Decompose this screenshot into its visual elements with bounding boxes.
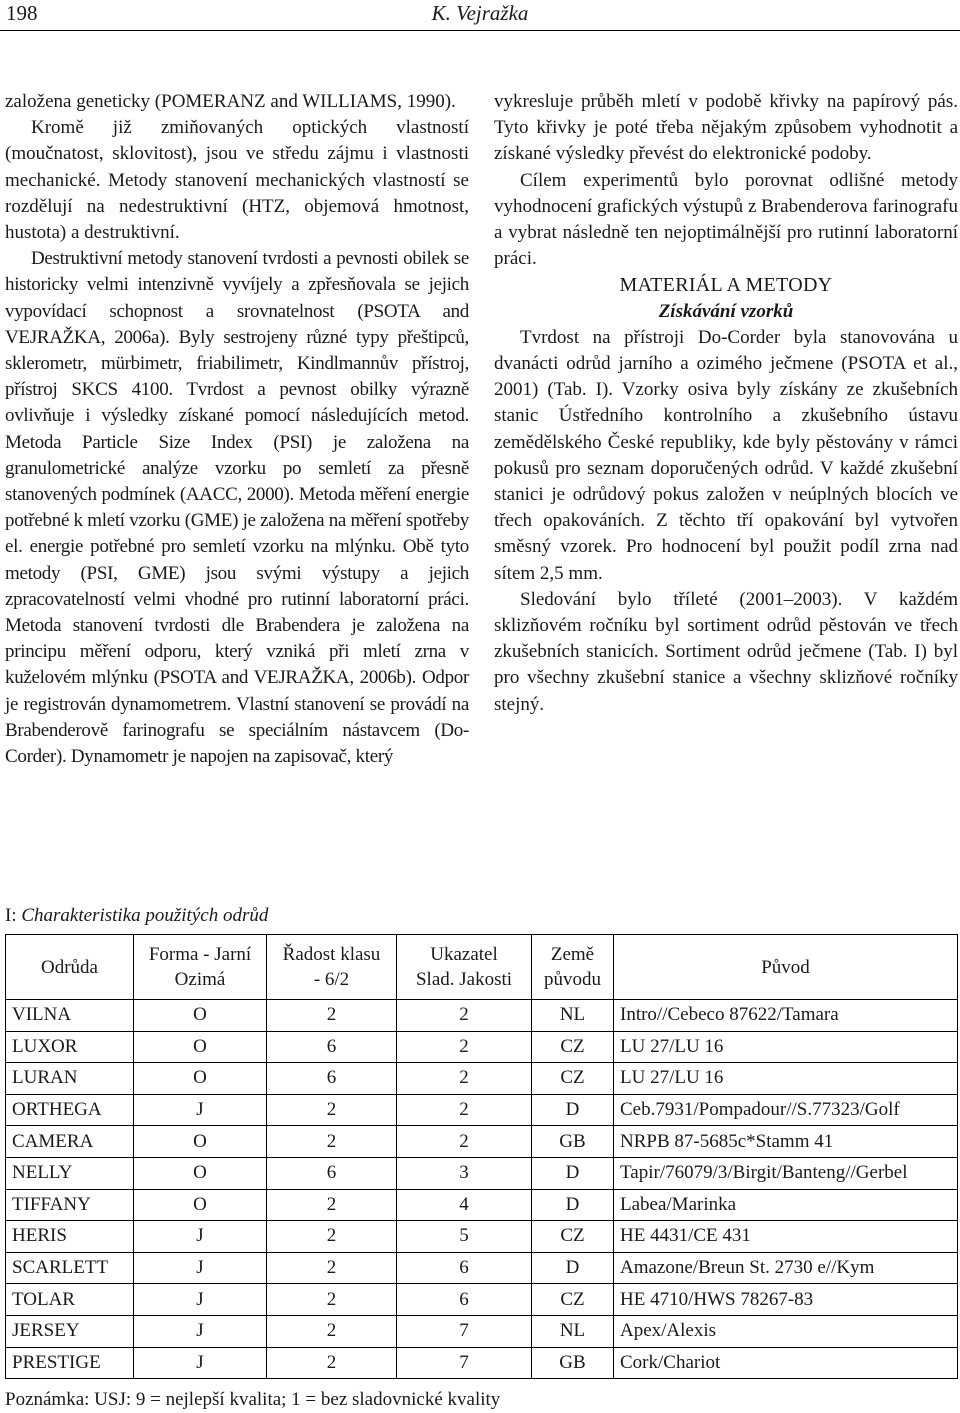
- cell-origin: Labea/Marinka: [614, 1189, 958, 1221]
- cell-malt-quality: 7: [397, 1315, 532, 1347]
- cell-form: J: [134, 1221, 267, 1253]
- cell-row-type: 2: [267, 1094, 397, 1126]
- cell-country: GB: [532, 1126, 614, 1158]
- cell-row-type: 2: [267, 1221, 397, 1253]
- page-number: 198: [6, 1, 38, 25]
- cell-origin: Cork/Chariot: [614, 1347, 958, 1379]
- table-caption: [5, 903, 268, 929]
- subsection-heading: Získávání vzorků: [658, 300, 794, 322]
- paragraph: Sledování bylo tříleté (2001–2003). V každém sklizňovém ročníku byl sortiment odrůd pěstován ve třech zkušebních stanicích. Sortiment odrůd ječmene (Tab. I) byl pro všechny zkušební stanice a všechny sklizňové ročníky stejný.: [494, 588, 958, 715]
- cell-country: CZ: [532, 1221, 614, 1253]
- table-row: [6, 1252, 958, 1284]
- table-row: [6, 1063, 958, 1095]
- cell-malt-quality: 3: [397, 1157, 532, 1189]
- varieties-table: [5, 934, 958, 1379]
- cell-row-type: 2: [267, 1126, 397, 1158]
- table-row: [6, 1000, 958, 1032]
- cell-row-type: 6: [267, 1157, 397, 1189]
- cell-country: NL: [532, 1315, 614, 1347]
- cell-country: D: [532, 1157, 614, 1189]
- table-caption-prefix: I:: [5, 905, 17, 926]
- cell-form: J: [134, 1284, 267, 1316]
- cell-origin: NRPB 87-5685c*Stamm 41: [614, 1126, 958, 1158]
- cell-malt-quality: 6: [397, 1284, 532, 1316]
- running-head: K. Vejražka: [431, 1, 529, 25]
- cell-form: J: [134, 1315, 267, 1347]
- cell-form: O: [134, 1000, 267, 1032]
- cell-row-type: 2: [267, 1189, 397, 1221]
- cell-malt-quality: 6: [397, 1252, 532, 1284]
- cell-country: CZ: [532, 1031, 614, 1063]
- cell-malt-quality: 4: [397, 1189, 532, 1221]
- cell-malt-quality: 5: [397, 1221, 532, 1253]
- cell-variety: HERIS: [6, 1221, 134, 1253]
- cell-malt-quality: 2: [397, 1126, 532, 1158]
- cell-variety: VILNA: [6, 1000, 134, 1032]
- cell-country: CZ: [532, 1284, 614, 1316]
- cell-variety: LUXOR: [6, 1031, 134, 1063]
- cell-row-type: 2: [267, 1284, 397, 1316]
- cell-malt-quality: 7: [397, 1347, 532, 1379]
- cell-country: NL: [532, 1000, 614, 1032]
- cell-variety: CAMERA: [6, 1126, 134, 1158]
- header-origin: Původ: [614, 935, 958, 1000]
- table-row: [6, 1315, 958, 1347]
- cell-country: D: [532, 1252, 614, 1284]
- cell-variety: ORTHEGA: [6, 1094, 134, 1126]
- cell-row-type: 2: [267, 1252, 397, 1284]
- table-row: [6, 1094, 958, 1126]
- cell-form: O: [134, 1157, 267, 1189]
- cell-origin: LU 27/LU 16: [614, 1031, 958, 1063]
- cell-origin: Amazone/Breun St. 2730 e//Kym: [614, 1252, 958, 1284]
- cell-origin: HE 4710/HWS 78267-83: [614, 1284, 958, 1316]
- cell-row-type: 2: [267, 1315, 397, 1347]
- cell-row-type: 6: [267, 1031, 397, 1063]
- table-row: [6, 1347, 958, 1379]
- paragraph: Tvrdost na přístroji Do-Corder byla stanovována u dvanácti odrůd jarního a ozimého ječmene (PSOTA et al., 2001) (Tab. I). Vzorky osiva byly získány ze zkušebních stanic Ústředního kontrolního a zkušebního ústavu zemědělského České republiky, kde byly pěstovány v rámci pokusů pro seznam doporučených odrůd. V každé zkušební stanici je odrůdový pokus založen v neúplných blocích ve třech opakováních. Z těchto tří opakování byl vytvořen směsný vzorek. Pro hodnocení byl použit podíl zrna nad sítem 2,5 mm.: [494, 326, 958, 584]
- cell-country: D: [532, 1189, 614, 1221]
- cell-malt-quality: 2: [397, 1063, 532, 1095]
- cell-variety: JERSEY: [6, 1315, 134, 1347]
- cell-malt-quality: 2: [397, 1000, 532, 1032]
- section-heading: MATERIÁL A METODY: [619, 274, 833, 297]
- cell-origin: Intro//Cebeco 87622/Tamara: [614, 1000, 958, 1032]
- table-row: [6, 1221, 958, 1253]
- table-row: [6, 1031, 958, 1063]
- cell-country: GB: [532, 1347, 614, 1379]
- paragraph: Destruktivní metody stanovení tvrdosti a pevnosti obilek se historicky velmi intenzivně vyvíjely a zpřesňovala se jejich vypovídací schopnost a srovnatelnost (PSOTA and VEJRAŽKA, 2006a). Byly sestrojeny různé typy přeštipců, sklerometr, mürbimetr, friabilimetr, Kindlmannův přístroj, přístroj SKCS 4100. Tvrdost a pevnost obilky výrazně ovlivňuje i výsledky získané pomocí následujících metod. Metoda Particle Size Index (PSI) je založena na granulometrické analýze vzorku po semletí za přesně stanovených podmínek (AACC, 2000). Metoda měření energie potřebné k mletí vzorku (GME) je založena na měření spotřeby el. energie potřebné pro semletí vzorku na mlýnku. Obě tyto metody (PSI, GME) jsou svými výstupy a jejich zpracovatelností velmi vhodné pro rutinní laboratorní práci. Metoda stanovení tvrdosti dle Brabendera je založena na principu měření odporu, který vzniká při mletí zrna v kuželovém mlýnku (PSOTA and VEJRAŽKA, 2006b). Odpor je registrován dynamometrem. Vlastní stanovení se provádí na Brabenderově farinografu se speciálním nástavcem (Do-Corder). Dynamometr je napojen na zapisovač, který: [5, 248, 469, 768]
- cell-origin: LU 27/LU 16: [614, 1063, 958, 1095]
- cell-form: O: [134, 1063, 267, 1095]
- cell-form: O: [134, 1126, 267, 1158]
- table-note: Poznámka: USJ: 9 = nejlepší kvalita; 1 = bez sladovnické kvality: [5, 1389, 501, 1410]
- paragraph: Kromě již zmiňovaných optických vlastností (moučnatost, sklovitost), jsou ve středu zájmu i vlastnosti mechanické. Metody stanovení mechanických vlastností se rozdělují na nedestruktivní (HTZ, objemová hmotnost, hustota) a destruktivní.: [5, 117, 469, 244]
- cell-form: J: [134, 1347, 267, 1379]
- cell-form: O: [134, 1031, 267, 1063]
- table-row: [6, 1284, 958, 1316]
- cell-origin: HE 4431/CE 431: [614, 1221, 958, 1253]
- cell-row-type: 2: [267, 1347, 397, 1379]
- left-column: [5, 89, 469, 770]
- cell-variety: NELLY: [6, 1157, 134, 1189]
- header-country: Země původu: [532, 935, 614, 1000]
- cell-origin: Tapir/76079/3/Birgit/Banteng//Gerbel: [614, 1157, 958, 1189]
- cell-form: O: [134, 1189, 267, 1221]
- table-row: [6, 1126, 958, 1158]
- cell-variety: TIFFANY: [6, 1189, 134, 1221]
- cell-country: D: [532, 1094, 614, 1126]
- cell-variety: TOLAR: [6, 1284, 134, 1316]
- cell-variety: SCARLETT: [6, 1252, 134, 1284]
- header-form: Forma - Jarní Ozimá: [134, 935, 267, 1000]
- table-header-row: [6, 935, 958, 1000]
- paragraph: vykresluje průběh mletí v podobě křivky na papírový pás. Tyto křivky je poté třeba nějakým způsobem vyhodnotit a získané výsledky převést do elektronické podoby.: [494, 91, 958, 165]
- header-row-type: Řadost klasu - 6/2: [267, 935, 397, 1000]
- cell-origin: Ceb.7931/Pompadour//S.77323/Golf: [614, 1094, 958, 1126]
- table-row: [6, 1157, 958, 1189]
- cell-form: J: [134, 1094, 267, 1126]
- cell-variety: PRESTIGE: [6, 1347, 134, 1379]
- cell-malt-quality: 2: [397, 1031, 532, 1063]
- cell-origin: Apex/Alexis: [614, 1315, 958, 1347]
- paragraph: Cílem experimentů bylo porovnat odlišné metody vyhodnocení grafických výstupů z Brabenderova farinografu a vybrat následně ten nejoptimálnější pro rutinní laboratorní práci.: [494, 169, 958, 270]
- header-variety: Odrůda: [6, 935, 134, 1000]
- cell-variety: LURAN: [6, 1063, 134, 1095]
- page-header: [0, 0, 960, 31]
- right-column: [494, 89, 958, 718]
- table-caption-title: Charakteristika použitých odrůd: [21, 905, 269, 926]
- cell-row-type: 6: [267, 1063, 397, 1095]
- header-malt-quality: Ukazatel Slad. Jakosti: [397, 935, 532, 1000]
- paragraph: založena geneticky (POMERANZ and WILLIAMS, 1990).: [5, 91, 456, 112]
- cell-row-type: 2: [267, 1000, 397, 1032]
- cell-malt-quality: 2: [397, 1094, 532, 1126]
- cell-form: J: [134, 1252, 267, 1284]
- cell-country: CZ: [532, 1063, 614, 1095]
- table-row: [6, 1189, 958, 1221]
